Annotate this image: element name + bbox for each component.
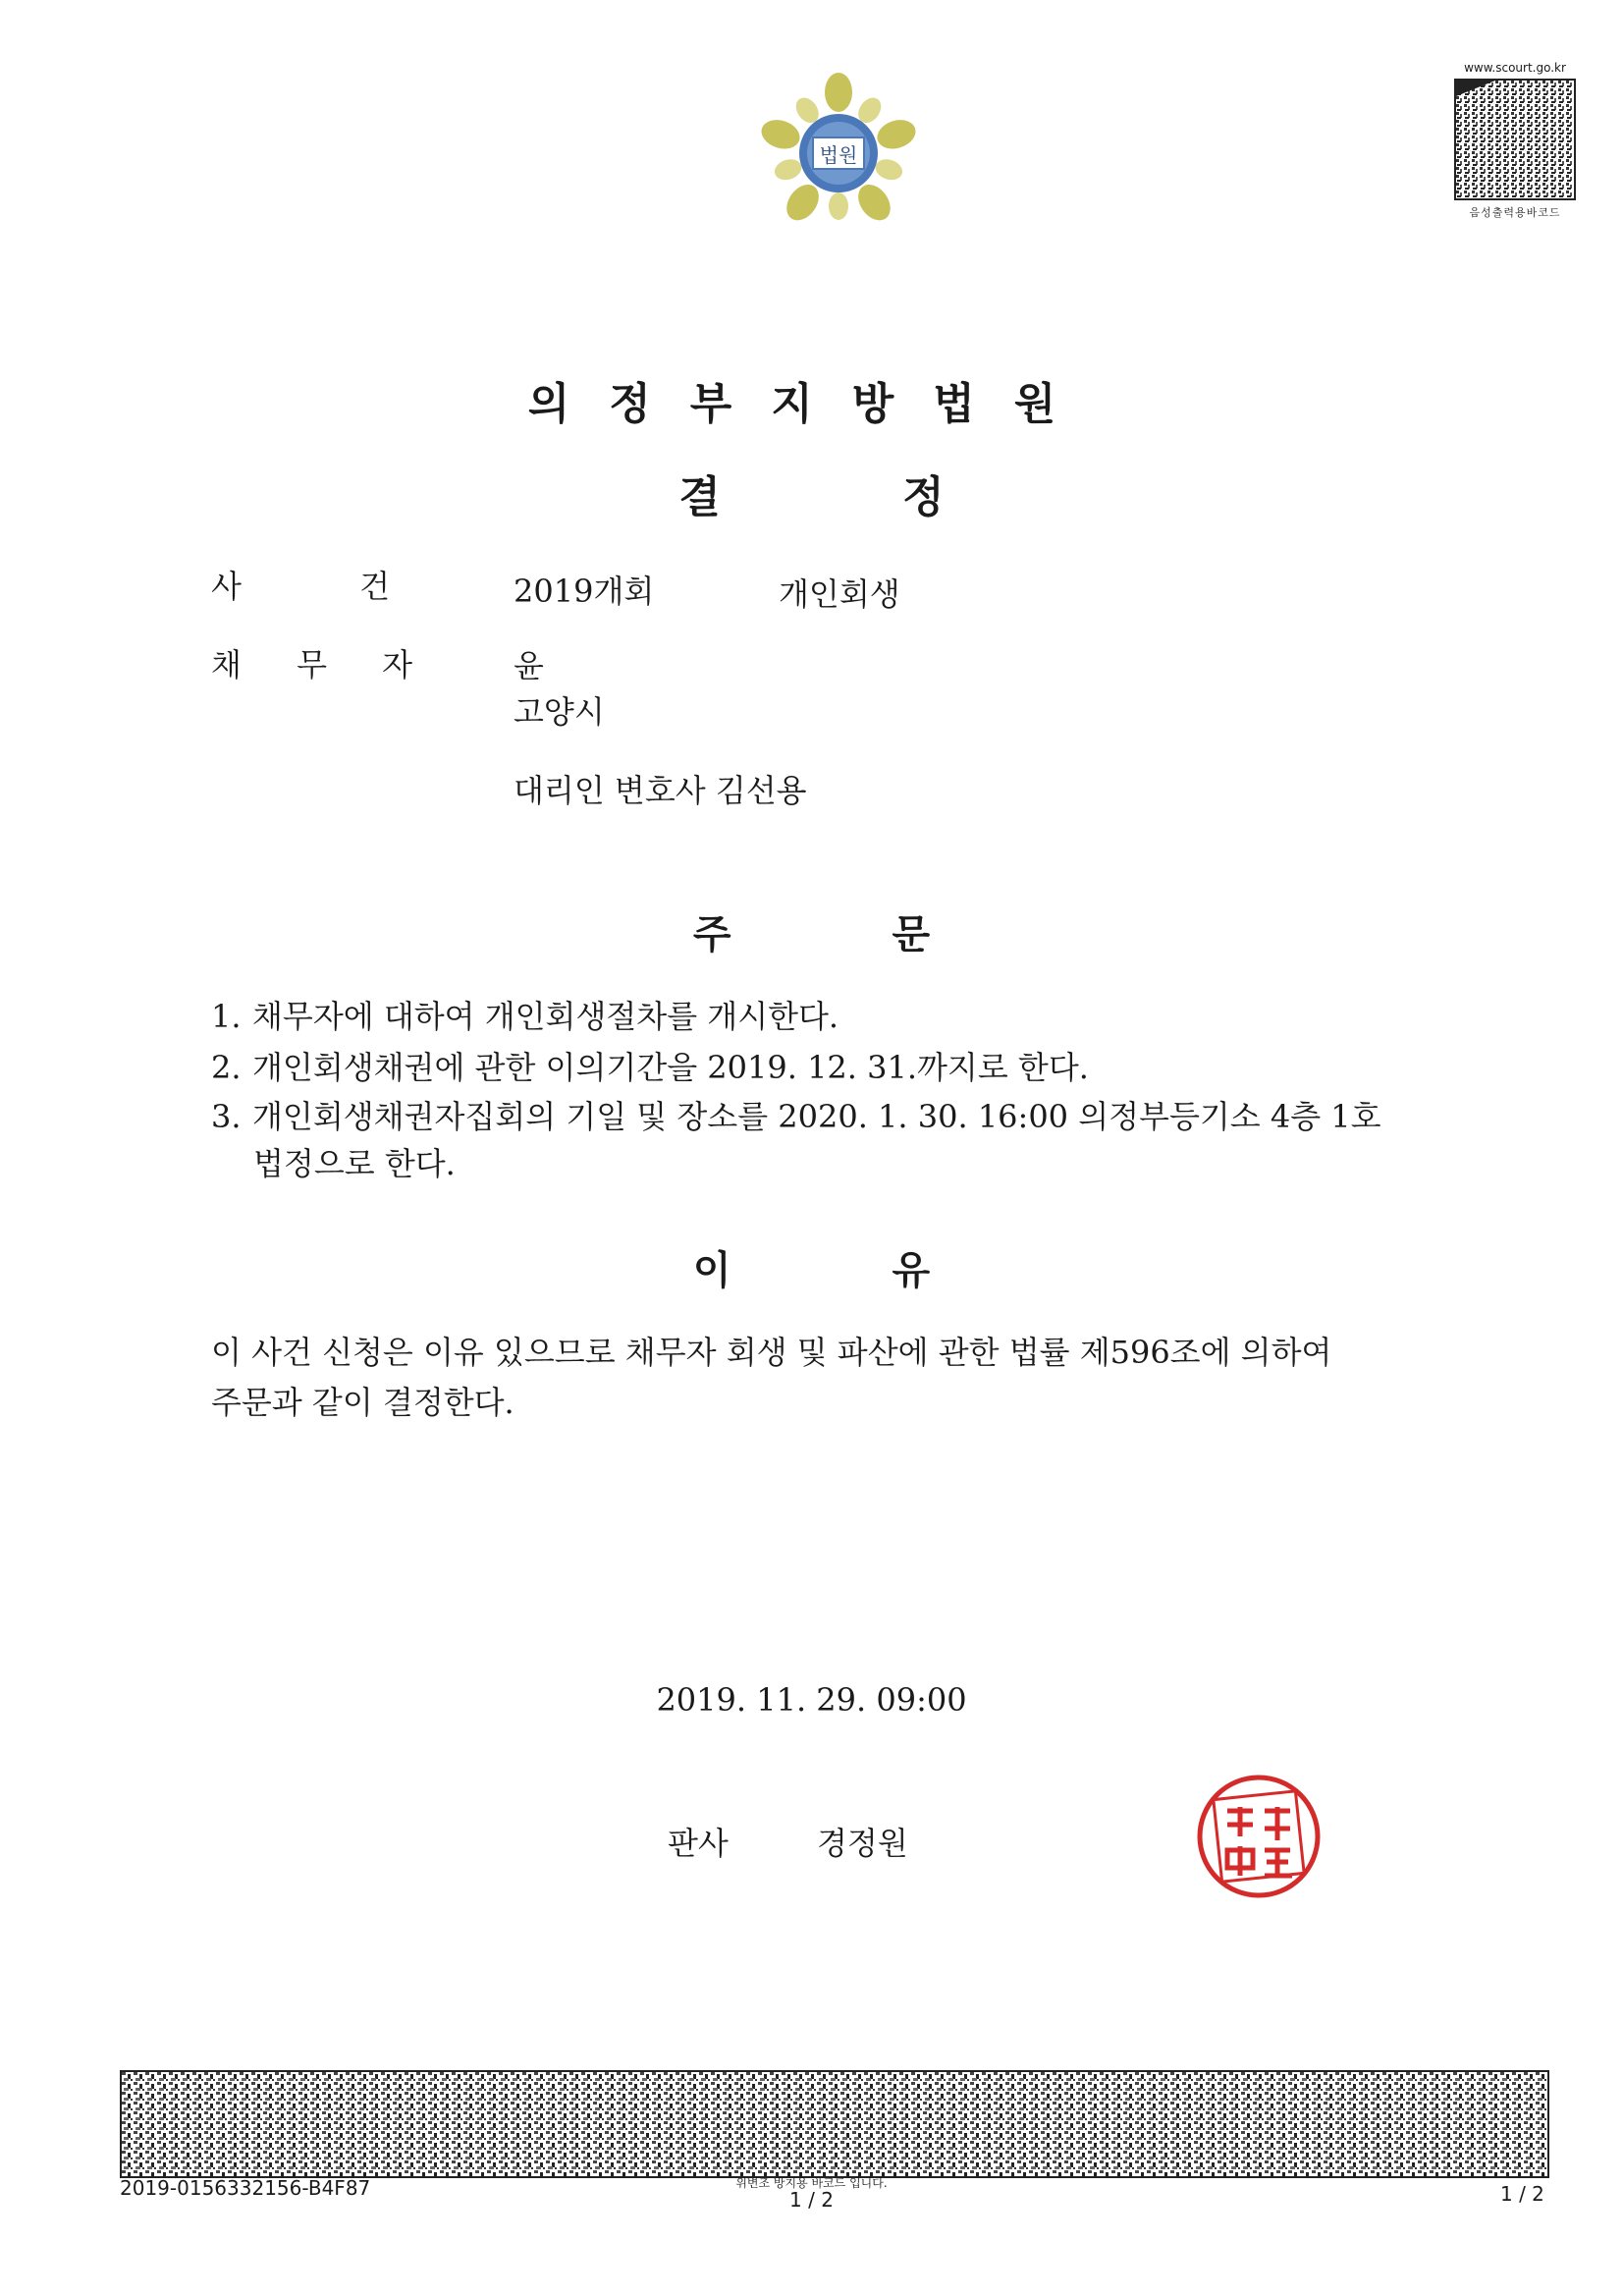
order-item-text: 개인회생채권에 관한 이의기간을 2019. 12. 31.까지로 한다. xyxy=(252,1049,1089,1086)
judge-seal-icon xyxy=(1190,1768,1327,1905)
qr-url: www.scourt.go.kr xyxy=(1464,61,1566,75)
order-heading: 주 문 xyxy=(692,912,931,957)
judge-title: 판사 xyxy=(668,1825,729,1862)
order-item-number: 2. xyxy=(211,1049,242,1086)
emblem-label: 법원 xyxy=(819,143,858,167)
order-item-number: 3. xyxy=(211,1098,242,1135)
order-item-2 xyxy=(211,1043,1458,1088)
anti-forgery-note: 위변조 방지용 바코드 입니다. xyxy=(735,2176,888,2190)
case-label: 사 건 xyxy=(211,568,390,605)
agent: 대리인 변호사 김선용 xyxy=(514,772,807,809)
qr-code-icon xyxy=(1454,79,1576,200)
reason-heading: 이 유 xyxy=(692,1248,931,1293)
debtor-label: 채 무 자 xyxy=(211,646,413,683)
decision-date: 2019. 11. 29. 09:00 xyxy=(656,1681,967,1719)
debtor-name: 윤 xyxy=(514,647,544,684)
court-emblem xyxy=(756,71,921,236)
case-type: 개인회생 xyxy=(779,575,900,613)
court-name: 의정부지방법원 xyxy=(527,379,1096,429)
judge-name: 경정원 xyxy=(817,1825,908,1862)
order-item-text: 개인회생채권자집회의 기일 및 장소를 2020. 1. 30. 16:00 의정부등기소 4층 1호 xyxy=(252,1098,1381,1135)
debtor-address: 고양시 xyxy=(514,693,605,731)
order-item-3-continued: 법정으로 한다. xyxy=(253,1145,456,1182)
order-item-1 xyxy=(211,992,1458,1037)
qr-code-block xyxy=(1449,61,1581,220)
case-number: 2019개회 xyxy=(514,573,655,610)
document-id: 2019-0156332156-B4F87 xyxy=(120,2176,371,2200)
page-number-center: 1 / 2 xyxy=(789,2188,834,2212)
reason-text-line-2: 주문과 같이 결정한다. xyxy=(211,1384,514,1421)
reason-text-line-1: 이 사건 신청은 이유 있으므로 채무자 회생 및 파산에 관한 법률 제596조에 의하여 xyxy=(211,1334,1332,1371)
qr-caption: 음성출력용바코드 xyxy=(1469,206,1561,219)
order-item-text: 채무자에 대하여 개인회생절차를 개시한다. xyxy=(252,998,839,1035)
order-item-3 xyxy=(211,1092,1458,1137)
order-item-number: 1. xyxy=(211,998,242,1035)
anti-forgery-barcode-icon xyxy=(120,2070,1549,2178)
page-number-right: 1 / 2 xyxy=(1500,2182,1544,2206)
document-type: 결 정 xyxy=(678,472,945,522)
